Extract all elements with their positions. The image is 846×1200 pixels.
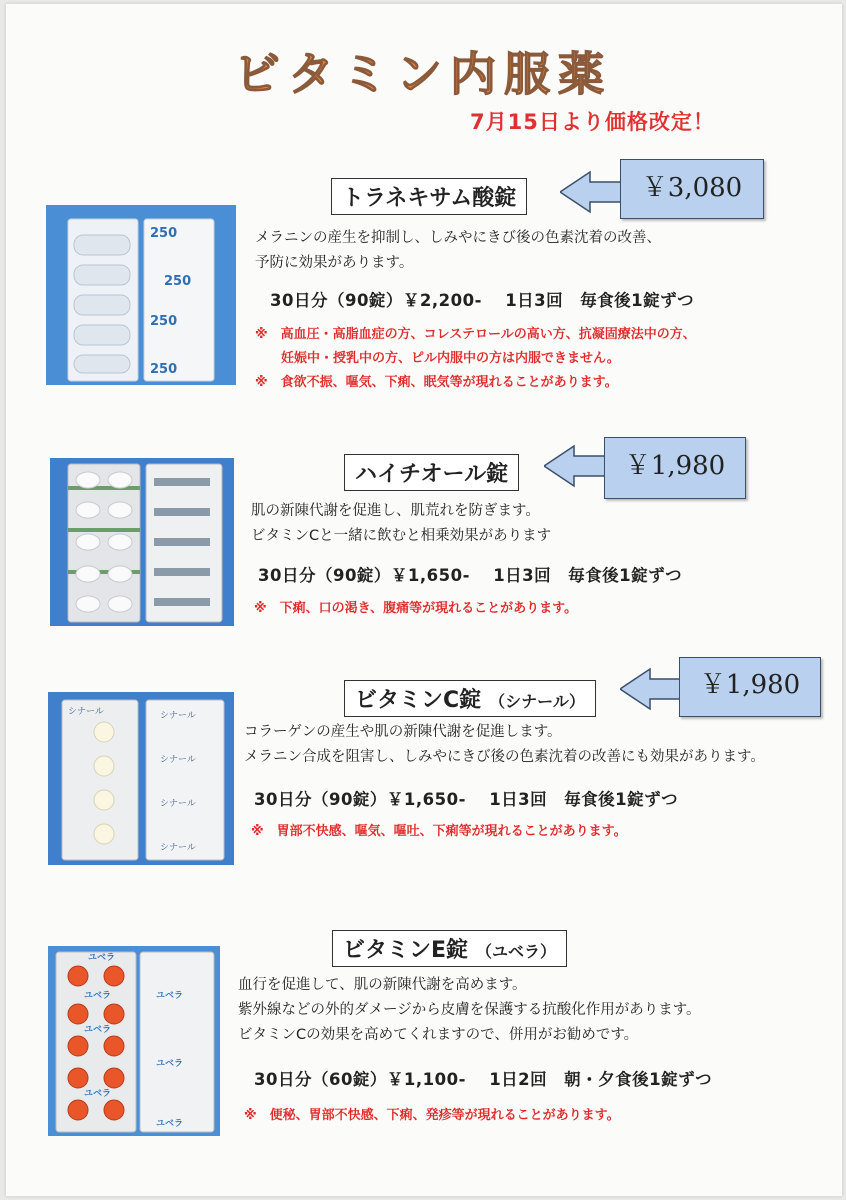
product-name-hythiol: ハイチオール錠	[344, 454, 519, 491]
svg-text:250: 250	[150, 226, 178, 241]
product-dose-cinal: 30日分（90錠）￥1,650- 1日3回 毎食後1錠ずつ	[254, 790, 679, 809]
product-name-juvela: ビタミンE錠 （ユベラ）	[332, 930, 567, 967]
svg-text:ユベラ: ユベラ	[156, 1059, 184, 1069]
product-name-cinal: ビタミンC錠 （シナール）	[344, 680, 596, 717]
svg-text:ユベラ: ユベラ	[156, 1119, 184, 1129]
blister-pack-image	[46, 205, 236, 385]
product-warnings-hythiol: ※ 下痢、口の渇き、腹痛等が現れることがあります。	[254, 601, 578, 616]
svg-text:ユベラ: ユベラ	[84, 1025, 112, 1035]
product-warnings-juvela: ※ 便秘、胃部不快感、下痢、発疹等が現れることがあります。	[244, 1108, 620, 1123]
blister-pack-image	[50, 458, 234, 626]
blister-pack-image	[48, 692, 234, 865]
svg-text:シナール: シナール	[68, 707, 104, 717]
svg-text:ユベラ: ユベラ	[88, 953, 116, 963]
price-tag-cinal: ￥1,980	[679, 657, 821, 717]
price-tag-hythiol: ￥1,980	[604, 437, 746, 499]
product-dose-tranexamic: 30日分（90錠）￥2,200- 1日3回 毎食後1錠ずつ	[270, 291, 695, 310]
blister-pack-image	[48, 946, 220, 1136]
product-desc-juvela: 血行を促進して、肌の新陳代謝を高めます。 紫外線などの外的ダメージから皮膚を保護する抗酸化作用があります。 ビタミンCの効果を高めてくれますので、併用がお勧めです。	[238, 977, 701, 1043]
svg-text:ユベラ: ユベラ	[84, 1089, 112, 1099]
page-title: ビタミン内服薬	[234, 47, 612, 101]
product-photo-hythiol	[50, 458, 234, 626]
price-tag-tranexamic: ￥3,080	[620, 159, 764, 219]
product-name-tranexamic: トラネキサム酸錠	[331, 178, 527, 215]
svg-text:シナール: シナール	[160, 843, 196, 853]
product-photo-tranexamic	[46, 205, 236, 385]
svg-text:250: 250	[150, 362, 178, 377]
svg-text:シナール: シナール	[160, 755, 196, 765]
svg-text:ユベラ: ユベラ	[156, 991, 184, 1001]
product-dose-hythiol: 30日分（90錠）￥1,650- 1日3回 毎食後1錠ずつ	[258, 566, 683, 585]
svg-text:シナール: シナール	[160, 711, 196, 721]
page-subtitle: 7月15日より価格改定！	[470, 110, 715, 134]
svg-text:ユベラ: ユベラ	[84, 991, 112, 1001]
product-desc-hythiol: 肌の新陳代謝を促進し、肌荒れを防ぎます。 ビタミンCと一緒に飲むと相乗効果があります	[251, 503, 552, 544]
product-warnings-cinal: ※ 胃部不快感、嘔気、嘔吐、下痢等が現れることがあります。	[251, 824, 627, 839]
svg-text:250: 250	[164, 274, 192, 289]
product-desc-tranexamic: メラニンの産生を抑制し、しみやにきび後の色素沈着の改善、 予防に効果があります。	[255, 230, 661, 271]
svg-text:シナール: シナール	[160, 799, 196, 809]
product-warnings-tranexamic: ※ 高血圧・高脂血症の方、コレステロールの高い方、抗凝固療法中の方、 妊娠中・授乳中の方、ピル内服中の方は内服できません。 ※ 食欲不振、嘔気、下痢、眠気等が現れることがあります。	[255, 327, 696, 390]
product-photo-cinal	[48, 692, 234, 865]
product-desc-cinal: コラーゲンの産生や肌の新陳代謝を促進します。 メラニン合成を阻害し、しみやにきび後の色素沈着の改善にも効果があります。	[244, 724, 765, 765]
svg-text:250: 250	[150, 314, 178, 329]
product-photo-juvela	[48, 946, 220, 1136]
product-dose-juvela: 30日分（60錠）￥1,100- 1日2回 朝・夕食後1錠ずつ	[254, 1070, 713, 1089]
